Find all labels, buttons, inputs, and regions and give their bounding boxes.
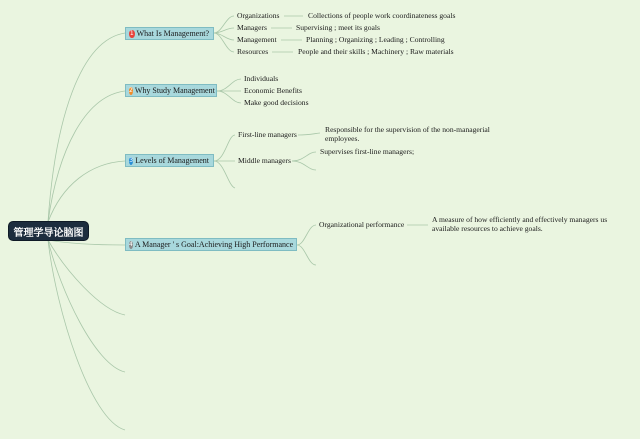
subtopic-make-good-decisions[interactable]: Make good decisions <box>244 98 309 107</box>
topic-label: Why Study Management <box>134 86 215 95</box>
number-badge-icon: 4 <box>129 240 133 248</box>
root-node[interactable] <box>9 222 88 240</box>
subtopic-management[interactable]: Management <box>237 35 277 44</box>
subtopic-middle-managers[interactable]: Middle managers <box>238 156 291 165</box>
number-badge-icon: 3 <box>129 156 134 164</box>
number-badge-icon: 2 <box>129 86 133 94</box>
subtopic-resources[interactable]: Resources <box>237 47 269 56</box>
number-badge-icon: 1 <box>129 29 134 37</box>
root-node-label: 管理学导论脑图 <box>13 227 84 239</box>
topic-label: What Is Management? <box>136 29 209 38</box>
subtopic-economic-benefits[interactable]: Economic Benefits <box>244 86 302 95</box>
detail-first-line-managers[interactable]: Responsible for the supervision of the non-managerial employees. <box>325 125 490 143</box>
subtopic-managers[interactable]: Managers <box>237 23 267 32</box>
topic-what-is-management[interactable] <box>125 27 214 40</box>
topic-label: A Manager ' s Goal:Achieving High Performance <box>134 240 294 249</box>
detail-management[interactable]: Planning ; Organizing ; Leading ; Controlling <box>306 35 445 44</box>
topic-why-study-management[interactable] <box>125 84 217 97</box>
topic-label: Levels of Management <box>135 156 209 165</box>
topic-managers-goal[interactable] <box>125 238 297 251</box>
topic-levels-of-management[interactable] <box>125 154 214 167</box>
subtopic-individuals[interactable]: Individuals <box>244 74 279 83</box>
subtopic-first-line-managers[interactable]: First-line managers <box>238 130 297 139</box>
subtopic-organizations[interactable]: Organizations <box>237 11 280 20</box>
detail-organizational-performance[interactable]: A measure of how efficiently and effectively managers us available resources to achieve goals. <box>432 215 608 233</box>
detail-resources[interactable]: People and their skills ; Machinery ; Raw materials <box>298 47 454 56</box>
subtopic-organizational-performance[interactable]: Organizational performance <box>319 220 405 229</box>
detail-middle-managers[interactable]: Supervises first-line managers; <box>320 147 415 156</box>
detail-organizations[interactable]: Collections of people work coordinateness goals <box>308 11 456 20</box>
detail-managers[interactable]: Supervising ; meet its goals <box>296 23 380 32</box>
